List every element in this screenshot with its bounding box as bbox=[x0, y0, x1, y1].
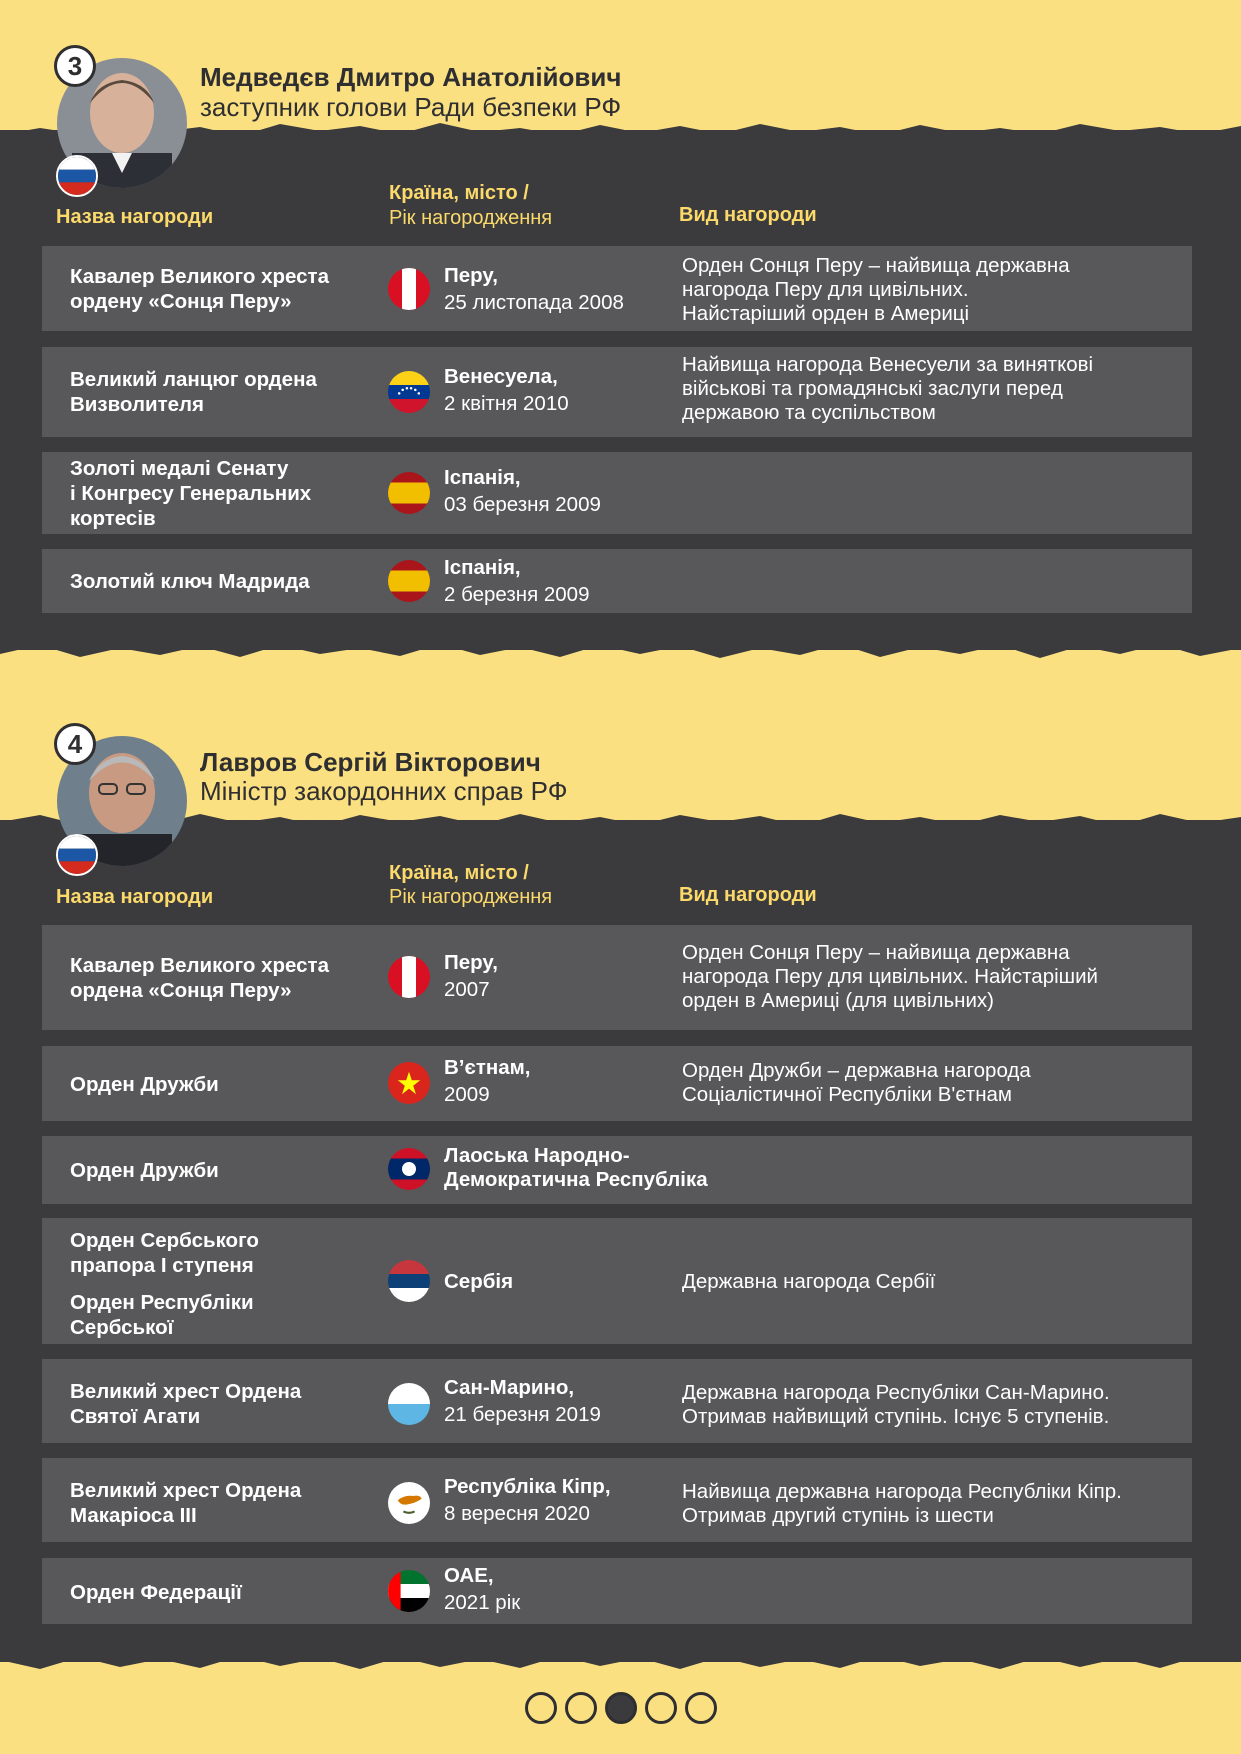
award-row bbox=[42, 1218, 1192, 1344]
award-row bbox=[42, 1458, 1192, 1542]
header-award-type: Вид нагороди bbox=[679, 204, 817, 226]
award-country: Перу, 25 листопада 2008 bbox=[444, 264, 624, 314]
award-title: Великий хрест Ордена Святої Агати bbox=[70, 1380, 302, 1428]
page-dot-2[interactable] bbox=[565, 1692, 597, 1724]
person-header-1 bbox=[0, 50, 1241, 200]
page-dot-1[interactable] bbox=[525, 1692, 557, 1724]
header-country-line1: Країна, місто / bbox=[389, 182, 529, 204]
peru-flag-icon bbox=[388, 956, 430, 998]
award-row bbox=[42, 347, 1192, 437]
award-title: Орден Дружби bbox=[70, 1073, 219, 1096]
person-role: Міністр закордонних справ РФ bbox=[200, 776, 568, 806]
number-badge: 4 bbox=[54, 723, 96, 765]
award-title: Кавалер Великого хреста ордену «Сонця Перу» bbox=[70, 265, 329, 313]
award-row bbox=[42, 1136, 1192, 1204]
person-role: заступник голови Ради безпеки РФ bbox=[200, 92, 622, 122]
award-row bbox=[42, 549, 1192, 613]
award-row bbox=[42, 1046, 1192, 1121]
vietnam-flag-icon bbox=[388, 1062, 430, 1104]
award-country: Сан-Марино, 21 березня 2019 bbox=[444, 1376, 601, 1426]
award-row bbox=[42, 925, 1192, 1030]
uae-flag-icon bbox=[388, 1570, 430, 1612]
header-award-type: Вид нагороди bbox=[679, 884, 817, 906]
award-title: Кавалер Великого хреста ордена «Сонця Перу» bbox=[70, 954, 329, 1002]
award-country: Лаоська Народно- Демократична Республіка bbox=[444, 1144, 708, 1191]
award-title: Великий ланцюг ордена Визволителя bbox=[70, 368, 317, 416]
award-title: Золоті медалі Сенату і Конгресу Генеральних кортесів bbox=[70, 457, 312, 530]
award-country: Іспанія, 2 березня 2009 bbox=[444, 556, 590, 606]
header-award-name: Назва нагороди bbox=[56, 206, 214, 228]
award-title: Орден Дружби bbox=[70, 1159, 219, 1182]
award-description: Орден Дружби – державна нагорода Соціалістичної Республіки В'єтнам bbox=[682, 1059, 1031, 1106]
page-dot-4[interactable] bbox=[645, 1692, 677, 1724]
award-description: Найвища нагорода Венесуели за виняткові військові та громадянські заслуги перед державою та суспільством bbox=[682, 353, 1094, 424]
award-description: Орден Сонця Перу – найвища державна нагорода Перу для цивільних. Найстаріший орден в Америці bbox=[682, 254, 1070, 325]
san-marino-flag-icon bbox=[388, 1383, 430, 1425]
serbia-flag-icon bbox=[388, 1260, 430, 1302]
award-title: Орден Сербського прапора І ступеня bbox=[70, 1229, 259, 1277]
award-country: Республіка Кіпр, 8 вересня 2020 bbox=[444, 1475, 611, 1525]
award-description: Державна нагорода Сербії bbox=[682, 1270, 936, 1293]
award-country: Іспанія, 03 березня 2009 bbox=[444, 466, 601, 516]
award-country: Перу, 2007 bbox=[444, 951, 498, 1001]
award-title: Золотий ключ Мадрида bbox=[70, 570, 310, 593]
person-name: Медведєв Дмитро Анатолійович bbox=[200, 62, 622, 92]
person-header-2 bbox=[0, 730, 1241, 880]
pagination bbox=[525, 1692, 717, 1724]
award-row bbox=[42, 246, 1192, 331]
header-country-line2: Рік нагородження bbox=[389, 886, 553, 908]
person-name: Лавров Сергій Вікторович bbox=[200, 747, 541, 777]
header-award-name: Назва нагороди bbox=[56, 886, 214, 908]
award-row bbox=[42, 1359, 1192, 1443]
page-dot-5[interactable] bbox=[685, 1692, 717, 1724]
russia-flag-icon bbox=[56, 834, 98, 876]
page-dot-3-active[interactable] bbox=[605, 1692, 637, 1724]
peru-flag-icon bbox=[388, 268, 430, 310]
spain-flag-icon bbox=[388, 560, 430, 602]
award-country: Венесуела, 2 квітня 2010 bbox=[444, 365, 569, 415]
award-description: Орден Сонця Перу – найвища державна нагорода Перу для цивільних. Найстаріший орден в Америці (для цивільних) bbox=[682, 941, 1098, 1012]
award-row bbox=[42, 1558, 1192, 1624]
award-country: Сербія bbox=[444, 1270, 514, 1293]
award-title: Великий хрест Ордена Макаріоса ІІІ bbox=[70, 1479, 302, 1527]
award-title-secondary: Орден Республіки Сербської bbox=[70, 1291, 254, 1339]
award-row bbox=[42, 452, 1192, 534]
spain-flag-icon bbox=[388, 472, 430, 514]
award-description: Державна нагорода Республіки Сан-Марино. Отримав найвищий ступінь. Існує 5 ступенів. bbox=[682, 1381, 1110, 1428]
header-country-line2: Рік нагородження bbox=[389, 207, 553, 229]
award-country: В’єтнам, 2009 bbox=[444, 1056, 531, 1106]
laos-flag-icon bbox=[388, 1148, 430, 1190]
cyprus-flag-icon bbox=[388, 1482, 430, 1524]
award-title: Орден Федерації bbox=[70, 1581, 242, 1604]
venezuela-flag-icon bbox=[388, 371, 430, 413]
award-description: Найвища державна нагорода Республіки Кіпр. Отримав другий ступінь із шести bbox=[682, 1480, 1122, 1527]
award-country: ОАЕ, 2021 рік bbox=[444, 1564, 521, 1614]
russia-flag-icon bbox=[56, 155, 98, 197]
number-badge: 3 bbox=[54, 45, 96, 87]
header-country-line1: Країна, місто / bbox=[389, 862, 529, 884]
